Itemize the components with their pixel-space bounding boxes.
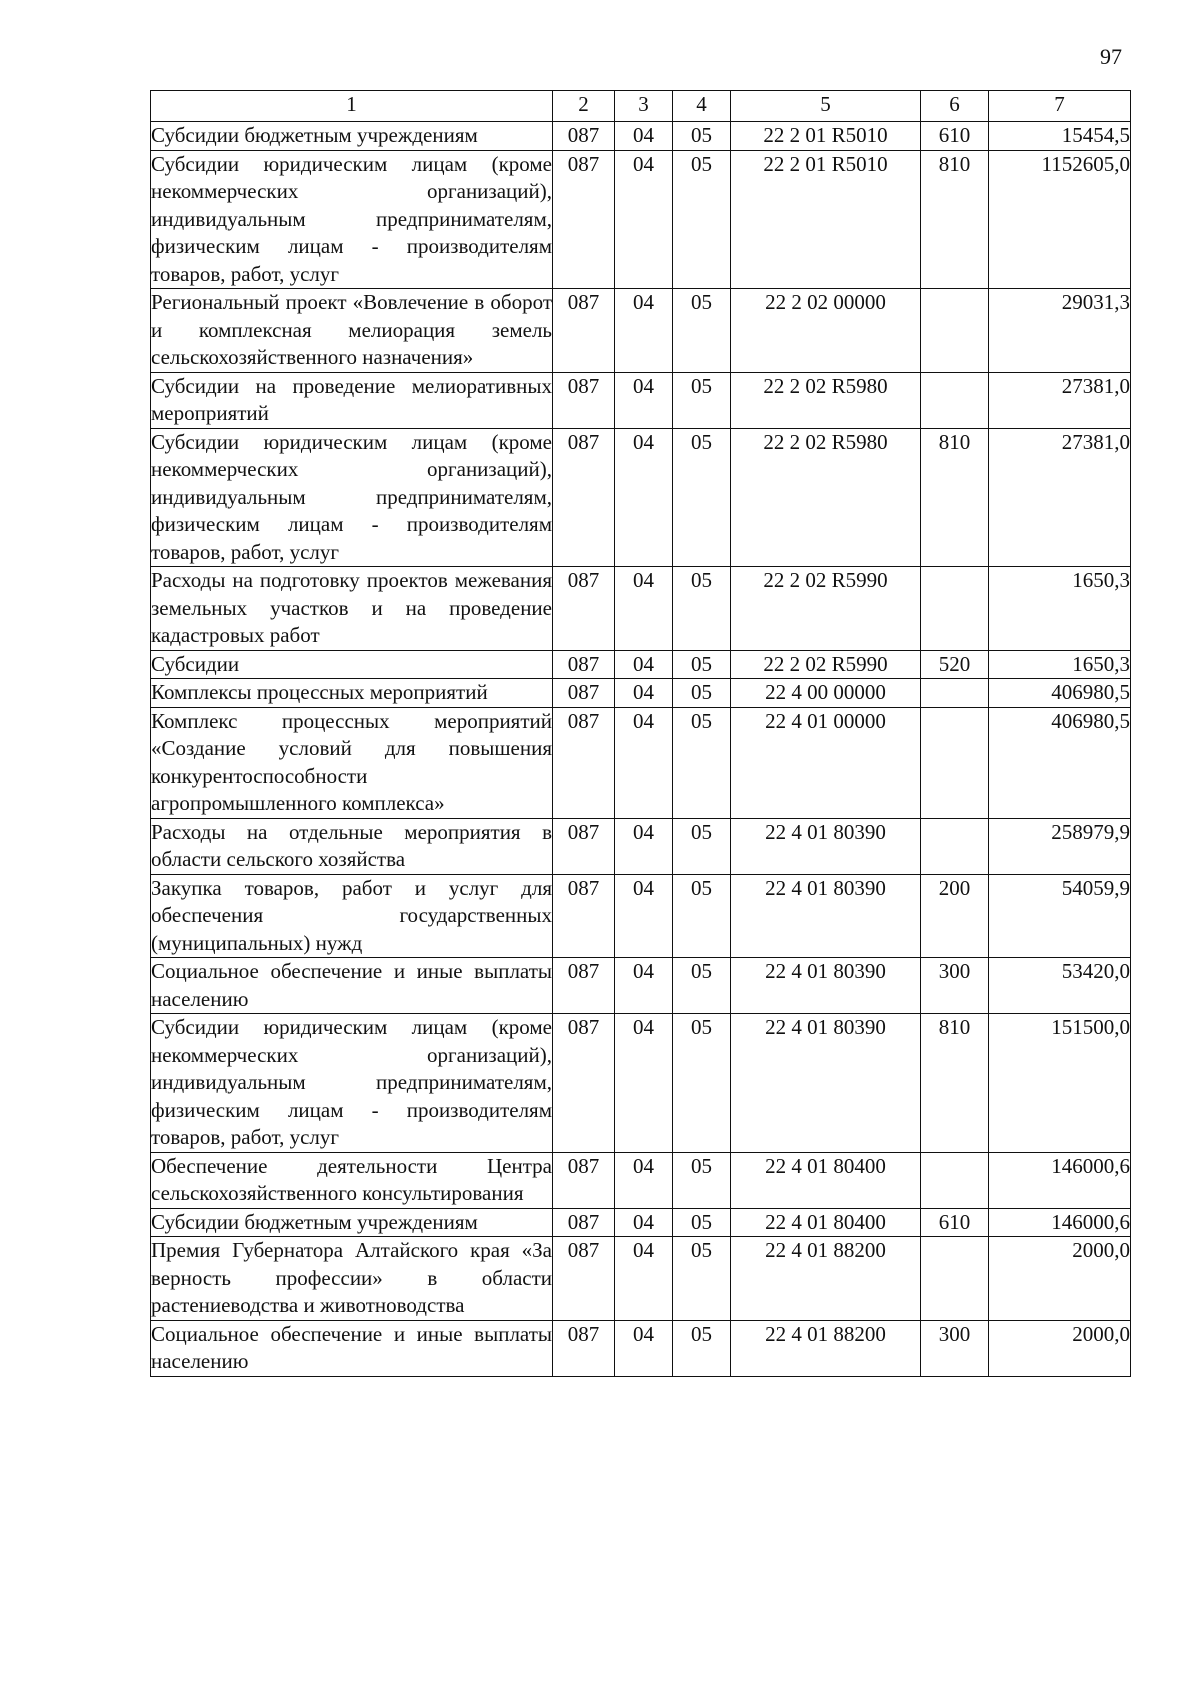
row-name: Комплекс процессных мероприятий «Создание условий для повышения конкурентоспособности агропромышленного комплекса» xyxy=(151,707,553,818)
header-col-4: 4 xyxy=(673,91,731,122)
table-row xyxy=(151,650,1131,679)
row-col-3: 04 xyxy=(615,679,673,708)
table-row xyxy=(151,874,1131,958)
row-col-4: 05 xyxy=(673,650,731,679)
table-row xyxy=(151,1320,1131,1376)
row-col-5: 22 2 02 00000 xyxy=(731,289,921,373)
row-col-6: 810 xyxy=(921,428,989,567)
row-col-5: 22 4 01 80390 xyxy=(731,1014,921,1153)
row-name: Субсидии бюджетным учреждениям xyxy=(151,1208,553,1237)
row-col-4: 05 xyxy=(673,372,731,428)
table-row xyxy=(151,1208,1131,1237)
row-col-2: 087 xyxy=(553,289,615,373)
row-name: Субсидии юридическим лицам (кроме некоммерческих организаций), индивидуальным предпринимателям, физическим лицам - производителям товаров, работ, услуг xyxy=(151,428,553,567)
row-col-4: 05 xyxy=(673,1237,731,1321)
row-col-7: 258979,9 xyxy=(989,818,1131,874)
row-col-6 xyxy=(921,1152,989,1208)
row-col-2: 087 xyxy=(553,958,615,1014)
row-col-2: 087 xyxy=(553,428,615,567)
row-col-5: 22 4 01 80390 xyxy=(731,818,921,874)
row-col-6: 520 xyxy=(921,650,989,679)
row-col-6 xyxy=(921,1237,989,1321)
row-col-3: 04 xyxy=(615,650,673,679)
row-col-4: 05 xyxy=(673,874,731,958)
row-col-4: 05 xyxy=(673,679,731,708)
row-name: Обеспечение деятельности Центра сельскохозяйственного консультирования xyxy=(151,1152,553,1208)
row-col-2: 087 xyxy=(553,1237,615,1321)
row-name: Социальное обеспечение и иные выплаты населению xyxy=(151,958,553,1014)
row-col-5: 22 4 01 80390 xyxy=(731,958,921,1014)
header-col-5: 5 xyxy=(731,91,921,122)
row-col-6: 300 xyxy=(921,958,989,1014)
row-col-2: 087 xyxy=(553,1320,615,1376)
row-col-3: 04 xyxy=(615,289,673,373)
row-col-3: 04 xyxy=(615,1014,673,1153)
budget-table xyxy=(150,90,1131,1377)
table-row xyxy=(151,707,1131,818)
row-col-7: 2000,0 xyxy=(989,1237,1131,1321)
row-col-4: 05 xyxy=(673,818,731,874)
row-col-3: 04 xyxy=(615,1237,673,1321)
row-col-3: 04 xyxy=(615,1208,673,1237)
row-name: Закупка товаров, работ и услуг для обеспечения государственных (муниципальных) нужд xyxy=(151,874,553,958)
row-col-7: 146000,6 xyxy=(989,1152,1131,1208)
row-col-7: 1152605,0 xyxy=(989,150,1131,289)
row-col-7: 15454,5 xyxy=(989,122,1131,151)
row-col-6 xyxy=(921,707,989,818)
table-row xyxy=(151,958,1131,1014)
row-col-2: 087 xyxy=(553,874,615,958)
table-row xyxy=(151,1237,1131,1321)
table-row xyxy=(151,1152,1131,1208)
row-col-4: 05 xyxy=(673,958,731,1014)
row-col-3: 04 xyxy=(615,150,673,289)
row-col-2: 087 xyxy=(553,122,615,151)
row-name: Социальное обеспечение и иные выплаты населению xyxy=(151,1320,553,1376)
row-col-3: 04 xyxy=(615,707,673,818)
header-col-2: 2 xyxy=(553,91,615,122)
row-col-7: 53420,0 xyxy=(989,958,1131,1014)
row-col-7: 27381,0 xyxy=(989,428,1131,567)
row-col-5: 22 4 01 88200 xyxy=(731,1237,921,1321)
row-col-3: 04 xyxy=(615,567,673,651)
row-col-6 xyxy=(921,679,989,708)
row-col-2: 087 xyxy=(553,567,615,651)
row-col-2: 087 xyxy=(553,1014,615,1153)
table-row xyxy=(151,1014,1131,1153)
row-col-2: 087 xyxy=(553,707,615,818)
row-col-6: 610 xyxy=(921,122,989,151)
header-col-6: 6 xyxy=(921,91,989,122)
row-col-3: 04 xyxy=(615,874,673,958)
header-row xyxy=(151,91,1131,122)
table-row xyxy=(151,428,1131,567)
row-col-5: 22 4 01 80390 xyxy=(731,874,921,958)
row-col-4: 05 xyxy=(673,150,731,289)
row-col-7: 27381,0 xyxy=(989,372,1131,428)
header-col-1: 1 xyxy=(151,91,553,122)
row-col-4: 05 xyxy=(673,122,731,151)
row-col-7: 151500,0 xyxy=(989,1014,1131,1153)
row-col-3: 04 xyxy=(615,372,673,428)
row-col-6: 810 xyxy=(921,1014,989,1153)
row-name: Субсидии юридическим лицам (кроме некоммерческих организаций), индивидуальным предпринимателям, физическим лицам - производителям товаров, работ, услуг xyxy=(151,1014,553,1153)
row-col-2: 087 xyxy=(553,650,615,679)
row-col-7: 1650,3 xyxy=(989,567,1131,651)
row-col-6: 300 xyxy=(921,1320,989,1376)
row-col-2: 087 xyxy=(553,1152,615,1208)
row-col-3: 04 xyxy=(615,1320,673,1376)
row-name: Субсидии xyxy=(151,650,553,679)
table-row xyxy=(151,372,1131,428)
header-col-7: 7 xyxy=(989,91,1131,122)
table-row xyxy=(151,818,1131,874)
row-name: Комплексы процессных мероприятий xyxy=(151,679,553,708)
row-col-5: 22 2 01 R5010 xyxy=(731,150,921,289)
row-name: Региональный проект «Вовлечение в оборот и комплексная мелиорация земель сельскохозяйственного назначения» xyxy=(151,289,553,373)
row-col-5: 22 4 01 80400 xyxy=(731,1208,921,1237)
row-col-4: 05 xyxy=(673,707,731,818)
row-col-6 xyxy=(921,289,989,373)
table-row xyxy=(151,122,1131,151)
row-col-4: 05 xyxy=(673,1320,731,1376)
row-col-3: 04 xyxy=(615,958,673,1014)
row-col-5: 22 2 02 R5980 xyxy=(731,428,921,567)
row-name: Субсидии бюджетным учреждениям xyxy=(151,122,553,151)
row-name: Субсидии на проведение мелиоративных мероприятий xyxy=(151,372,553,428)
row-name: Субсидии юридическим лицам (кроме некоммерческих организаций), индивидуальным предпринимателям, физическим лицам - производителям товаров, работ, услуг xyxy=(151,150,553,289)
row-col-6: 200 xyxy=(921,874,989,958)
row-col-3: 04 xyxy=(615,818,673,874)
row-col-5: 22 2 01 R5010 xyxy=(731,122,921,151)
row-col-5: 22 4 01 80400 xyxy=(731,1152,921,1208)
row-col-7: 54059,9 xyxy=(989,874,1131,958)
table-row xyxy=(151,679,1131,708)
row-col-3: 04 xyxy=(615,428,673,567)
row-col-7: 406980,5 xyxy=(989,707,1131,818)
row-col-7: 146000,6 xyxy=(989,1208,1131,1237)
page-number: 97 xyxy=(1100,44,1122,69)
row-name: Премия Губернатора Алтайского края «За верность профессии» в области растениеводства и животноводства xyxy=(151,1237,553,1321)
row-col-2: 087 xyxy=(553,1208,615,1237)
row-col-5: 22 4 01 88200 xyxy=(731,1320,921,1376)
header-col-3: 3 xyxy=(615,91,673,122)
row-col-2: 087 xyxy=(553,150,615,289)
row-col-7: 2000,0 xyxy=(989,1320,1131,1376)
row-col-4: 05 xyxy=(673,1208,731,1237)
row-col-5: 22 2 02 R5990 xyxy=(731,567,921,651)
row-col-4: 05 xyxy=(673,1014,731,1153)
row-col-4: 05 xyxy=(673,1152,731,1208)
table-row xyxy=(151,567,1131,651)
row-col-6: 810 xyxy=(921,150,989,289)
row-col-7: 29031,3 xyxy=(989,289,1131,373)
row-name: Расходы на подготовку проектов межевания земельных участков и на проведение кадастровых работ xyxy=(151,567,553,651)
row-col-4: 05 xyxy=(673,567,731,651)
row-col-3: 04 xyxy=(615,122,673,151)
row-col-5: 22 4 01 00000 xyxy=(731,707,921,818)
table-row xyxy=(151,289,1131,373)
row-col-4: 05 xyxy=(673,289,731,373)
row-col-4: 05 xyxy=(673,428,731,567)
row-col-2: 087 xyxy=(553,818,615,874)
row-col-3: 04 xyxy=(615,1152,673,1208)
row-col-2: 087 xyxy=(553,372,615,428)
row-col-6 xyxy=(921,567,989,651)
row-name: Расходы на отдельные мероприятия в области сельского хозяйства xyxy=(151,818,553,874)
row-col-7: 406980,5 xyxy=(989,679,1131,708)
row-col-5: 22 2 02 R5980 xyxy=(731,372,921,428)
row-col-2: 087 xyxy=(553,679,615,708)
row-col-6 xyxy=(921,372,989,428)
row-col-5: 22 2 02 R5990 xyxy=(731,650,921,679)
row-col-6 xyxy=(921,818,989,874)
row-col-6: 610 xyxy=(921,1208,989,1237)
row-col-5: 22 4 00 00000 xyxy=(731,679,921,708)
table-row xyxy=(151,150,1131,289)
row-col-7: 1650,3 xyxy=(989,650,1131,679)
